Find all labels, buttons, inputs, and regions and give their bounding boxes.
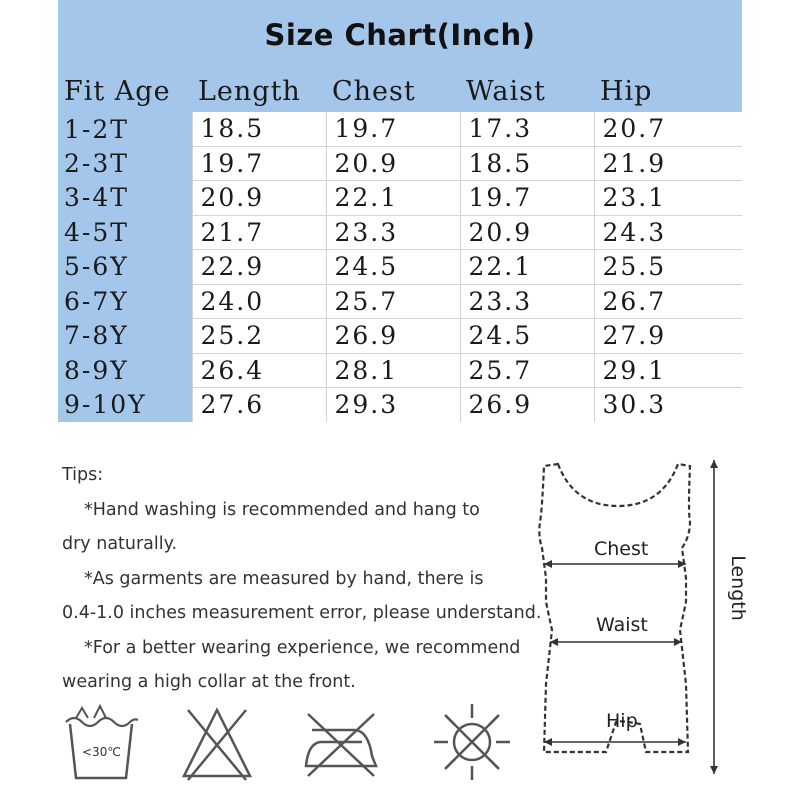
header-length: Length bbox=[192, 70, 326, 112]
length-cell: 25.2 bbox=[192, 319, 326, 354]
chart-title-bar bbox=[58, 0, 742, 70]
table-row bbox=[58, 215, 742, 250]
table-row bbox=[58, 181, 742, 216]
tip-text: *Hand washing is recommended and hang to bbox=[84, 499, 480, 520]
table-row bbox=[58, 284, 742, 319]
chest-cell: 24.5 bbox=[326, 250, 460, 285]
hip-cell: 25.5 bbox=[594, 250, 742, 285]
length-cell: 20.9 bbox=[192, 181, 326, 216]
tip-text: *As garments are measured by hand, there is bbox=[84, 568, 484, 589]
header-hip: Hip bbox=[594, 70, 742, 112]
chest-cell: 29.3 bbox=[326, 388, 460, 422]
age-cell: 6-7Y bbox=[58, 284, 192, 319]
length-cell: 22.9 bbox=[192, 250, 326, 285]
hip-cell: 20.7 bbox=[594, 112, 742, 146]
waist-cell: 19.7 bbox=[460, 181, 594, 216]
chest-cell: 26.9 bbox=[326, 319, 460, 354]
age-cell: 4-5T bbox=[58, 215, 192, 250]
chest-cell: 19.7 bbox=[326, 112, 460, 146]
table-row bbox=[58, 319, 742, 354]
table-row bbox=[58, 146, 742, 181]
age-cell: 2-3T bbox=[58, 146, 192, 181]
chest-cell: 23.3 bbox=[326, 215, 460, 250]
length-cell: 26.4 bbox=[192, 353, 326, 388]
tip-text: 0.4-1.0 inches measurement error, please understand. bbox=[62, 603, 542, 623]
waist-cell: 17.3 bbox=[460, 112, 594, 146]
waist-cell: 18.5 bbox=[460, 146, 594, 181]
chest-cell: 25.7 bbox=[326, 284, 460, 319]
do-not-dry-icon bbox=[432, 700, 510, 782]
length-cell: 24.0 bbox=[192, 284, 326, 319]
wash-temp-label: <30℃ bbox=[82, 745, 121, 759]
age-cell: 5-6Y bbox=[58, 250, 192, 285]
care-icons bbox=[62, 700, 522, 785]
hip-cell: 24.3 bbox=[594, 215, 742, 250]
hip-cell: 21.9 bbox=[594, 146, 742, 181]
waist-cell: 24.5 bbox=[460, 319, 594, 354]
chest-label: Chest bbox=[594, 538, 649, 560]
waist-cell: 20.9 bbox=[460, 215, 594, 250]
chest-cell: 28.1 bbox=[326, 353, 460, 388]
do-not-iron-icon bbox=[298, 700, 376, 782]
waist-cell: 25.7 bbox=[460, 353, 594, 388]
hand-wash-icon bbox=[62, 700, 140, 782]
hip-label: Hip bbox=[606, 710, 638, 732]
age-cell: 9-10Y bbox=[58, 388, 192, 422]
age-cell: 3-4T bbox=[58, 181, 192, 216]
waist-label: Waist bbox=[596, 614, 648, 636]
chest-cell: 20.9 bbox=[326, 146, 460, 181]
tips-heading: Tips: bbox=[62, 465, 104, 485]
table-row bbox=[58, 112, 742, 146]
hip-cell: 26.7 bbox=[594, 284, 742, 319]
age-cell: 1-2T bbox=[58, 112, 192, 146]
length-cell: 21.7 bbox=[192, 215, 326, 250]
table-header-row bbox=[58, 70, 742, 112]
hip-cell: 30.3 bbox=[594, 388, 742, 422]
hip-cell: 27.9 bbox=[594, 319, 742, 354]
care-tips bbox=[62, 458, 552, 700]
chest-cell: 22.1 bbox=[326, 181, 460, 216]
length-cell: 27.6 bbox=[192, 388, 326, 422]
size-table bbox=[58, 70, 742, 422]
hip-cell: 29.1 bbox=[594, 353, 742, 388]
do-not-bleach-icon bbox=[178, 700, 256, 782]
tip-text: wearing a high collar at the front. bbox=[62, 672, 356, 692]
age-cell: 8-9Y bbox=[58, 353, 192, 388]
length-cell: 19.7 bbox=[192, 146, 326, 181]
hip-cell: 23.1 bbox=[594, 181, 742, 216]
garment-diagram bbox=[528, 452, 758, 792]
table-row bbox=[58, 250, 742, 285]
tip-text: dry naturally. bbox=[62, 534, 178, 554]
waist-cell: 26.9 bbox=[460, 388, 594, 422]
length-label: Length bbox=[727, 555, 749, 621]
table-row bbox=[58, 388, 742, 422]
table-row bbox=[58, 353, 742, 388]
waist-cell: 23.3 bbox=[460, 284, 594, 319]
length-cell: 18.5 bbox=[192, 112, 326, 146]
chart-title: Size Chart(Inch) bbox=[264, 18, 536, 52]
age-cell: 7-8Y bbox=[58, 319, 192, 354]
header-waist: Waist bbox=[460, 70, 594, 112]
header-chest: Chest bbox=[326, 70, 460, 112]
waist-cell: 22.1 bbox=[460, 250, 594, 285]
tip-text: *For a better wearing experience, we recommend bbox=[84, 637, 521, 658]
header-fit-age: Fit Age bbox=[58, 70, 192, 112]
